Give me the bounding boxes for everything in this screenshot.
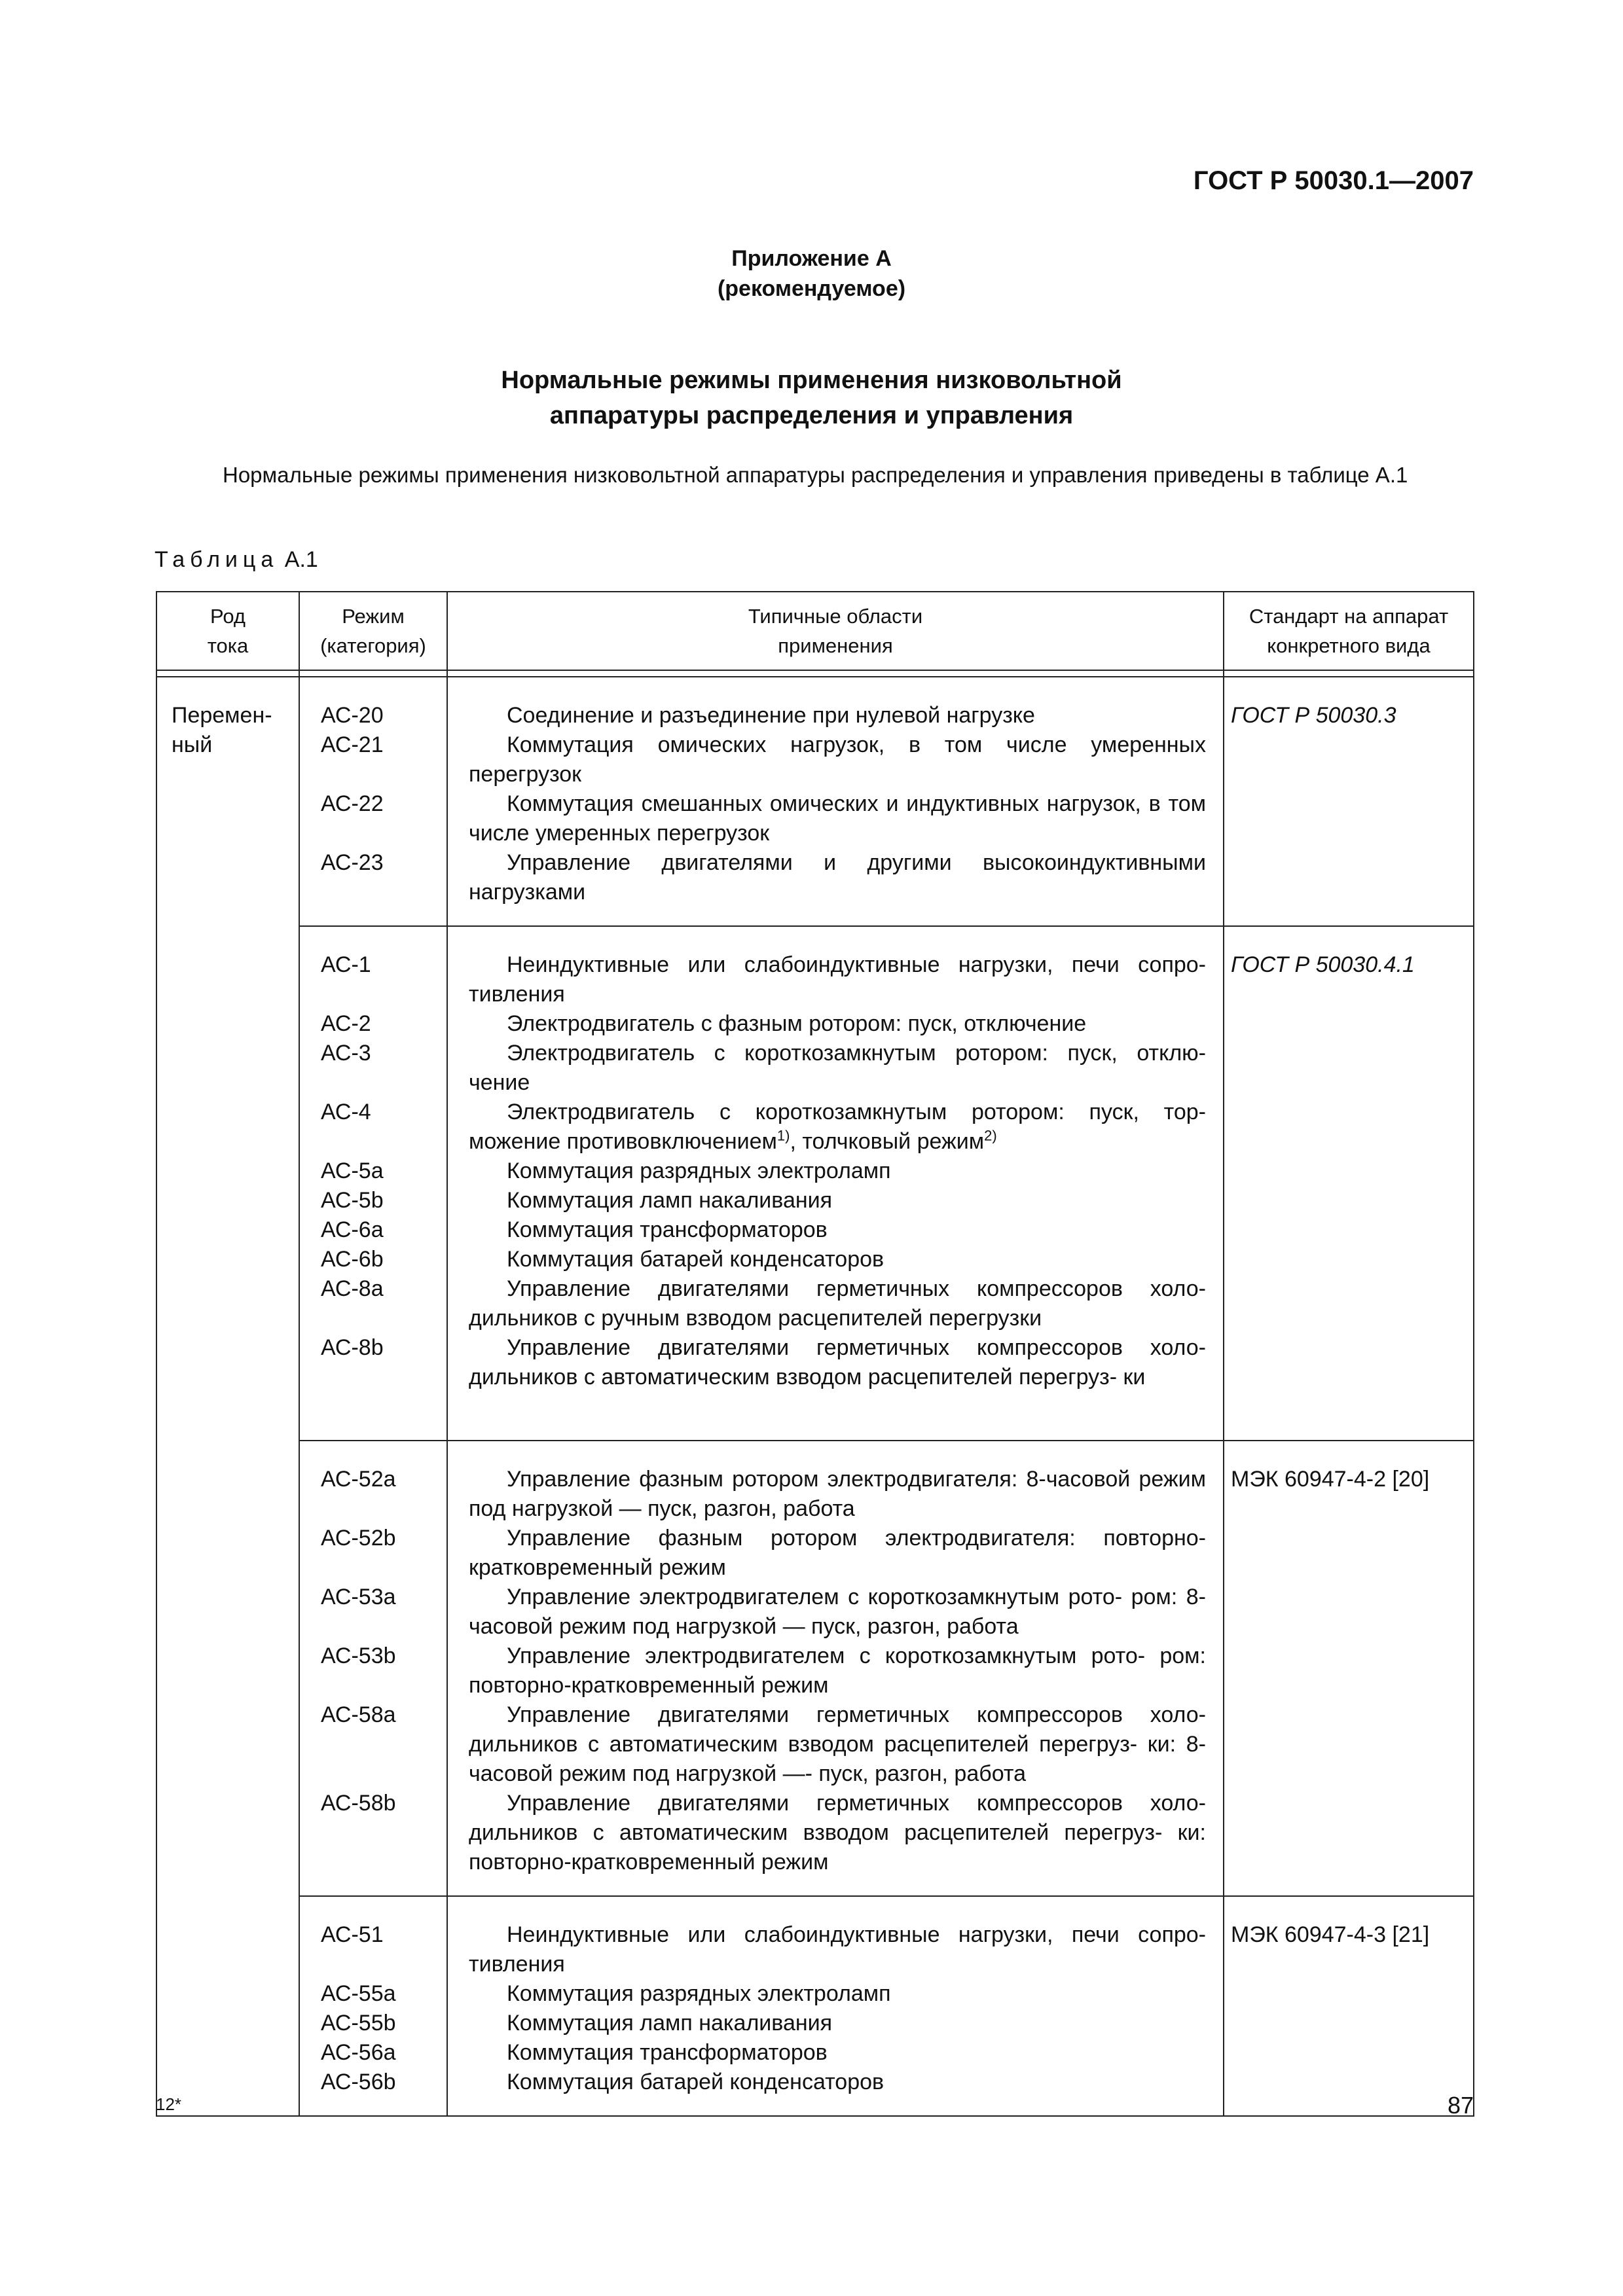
header-standard-line-2: конкретного вида	[1267, 634, 1431, 657]
mode-spacer	[321, 878, 447, 907]
mode-code: АС-8b	[321, 1335, 384, 1360]
current-type-line-1: Перемен-	[172, 703, 272, 728]
mode-spacer	[321, 980, 447, 1009]
area-text-line: Электродвигатель с фазным ротором: пуск, отключение	[507, 1011, 1087, 1036]
mode-spacer	[321, 1553, 447, 1583]
area-text-line: Коммутация батарей конденсаторов	[507, 2070, 884, 2094]
mode-code: АС-5b	[321, 1188, 384, 1213]
mode-spacer	[321, 1818, 447, 1848]
area-description	[469, 1215, 1206, 1245]
mode-cell	[299, 1896, 447, 2116]
mode-spacer	[321, 1671, 447, 1700]
header-mode-line-2: (категория)	[320, 634, 426, 657]
area-text-line: Управление электродвигателем с короткозамкнутым рото-	[507, 1643, 1146, 1668]
area-text-line: Коммутация ламп накаливания	[507, 1188, 833, 1213]
mode-code: АС-20	[321, 703, 384, 728]
standard-reference: МЭК 60947-4-2 [20]	[1231, 1467, 1430, 1492]
area-description	[469, 730, 1206, 789]
mode-spacer	[321, 1392, 447, 1422]
mode-code: АС-53b	[321, 1643, 396, 1668]
mode-code: АС-58а	[321, 1702, 396, 1727]
area-text-line: перегрузок	[469, 762, 582, 787]
table-row	[156, 677, 1474, 926]
mode-code: АС-8а	[321, 1276, 384, 1301]
area-text-line: дильников с автоматическим взводом расцепителей перегруз-	[469, 1820, 1163, 1845]
separator-cell	[299, 670, 447, 677]
header-current-type-line-2: тока	[207, 634, 249, 657]
area-description	[469, 1009, 1206, 1039]
area-text-line: в том числе умеренных перегрузок	[469, 791, 1207, 846]
mode-spacer	[321, 1950, 447, 1979]
header-area	[447, 592, 1224, 670]
area-text-line: Управление двигателями и другими высокоиндуктивными	[507, 850, 1206, 875]
mode-code: АС-3	[321, 1041, 371, 1066]
mode-code: АС-6b	[321, 1247, 384, 1272]
mode-spacer	[321, 1730, 447, 1759]
area-description	[469, 1700, 1206, 1789]
area-text-line: Электродвигатель с короткозамкнутым ротором: пуск, тор-	[507, 1100, 1206, 1124]
table-caption-word: Таблица	[155, 547, 279, 572]
section-title-line-2: аппаратуры распределения и управления	[549, 402, 1074, 429]
area-text-line: чение	[469, 1070, 530, 1095]
mode-code: АС-6а	[321, 1217, 384, 1242]
standard-reference: ГОСТ Р 50030.3	[1231, 703, 1396, 728]
header-area-line-2: применения	[778, 634, 893, 657]
area-description	[469, 1333, 1206, 1392]
area-description	[469, 2009, 1206, 2038]
area-text-line: Коммутация смешанных омических и индуктивных нагрузок,	[507, 791, 1141, 816]
area-text-line: тивления	[469, 982, 565, 1007]
header-separator	[156, 670, 1474, 677]
header-area-line-1: Типичные области	[748, 605, 923, 628]
header-current-type	[156, 592, 299, 670]
table-caption-number: А.1	[284, 547, 318, 572]
area-text-line: Управление двигателями герметичных компрессоров холо-	[507, 1276, 1206, 1301]
area-cell	[447, 1441, 1224, 1896]
mode-spacer	[321, 1612, 447, 1641]
mode-code: АС-21	[321, 732, 384, 757]
mode-code: АС-58b	[321, 1791, 396, 1816]
intro-paragraph: Нормальные режимы применения низковольтной аппаратуры распределения и управления приведены в таблице А.1	[223, 463, 1408, 487]
area-text-line: ром: повторно-кратковременный режим	[469, 1643, 1206, 1698]
header-mode-line-1: Режим	[342, 605, 405, 628]
table-caption	[155, 547, 318, 573]
area-text-line: ки	[1123, 1365, 1146, 1390]
area-description	[469, 2068, 1206, 2097]
table-row	[156, 926, 1474, 1441]
mode-spacer	[321, 1127, 447, 1157]
area-text-line: ки: 8-часовой режим под нагрузкой —- пуск, разгон, работа	[469, 1732, 1207, 1786]
header-current-type-line-1: Род	[210, 605, 246, 628]
area-text-line: нагрузками	[469, 880, 586, 905]
separator-cell	[447, 670, 1224, 677]
area-text-line: Управление двигателями герметичных компрессоров холо-	[507, 1702, 1206, 1727]
area-text-line: можение противовключением$^{1)}$, толчковый режим$^{2)}$	[469, 1127, 997, 1154]
mode-code: АС-52а	[321, 1467, 396, 1492]
area-text-line: Коммутация ламп накаливания	[507, 2011, 833, 2036]
area-text-line: дильников с ручным взводом расцепителей перегрузки	[469, 1306, 1042, 1331]
area-description	[469, 1920, 1206, 1979]
mode-code: АС-55а	[321, 1981, 396, 2006]
mode-spacer	[321, 1304, 447, 1333]
standard-reference: ГОСТ Р 50030.4.1	[1231, 952, 1415, 977]
area-text-line: Соединение и разъединение при нулевой нагрузке	[507, 703, 1035, 728]
table-row	[156, 1441, 1474, 1896]
mode-code: АС-56а	[321, 2040, 396, 2065]
area-text-line: дильников с автоматическим взводом расцепителей перегруз-	[469, 1365, 1118, 1390]
mode-spacer	[321, 1494, 447, 1524]
header-standard	[1224, 592, 1474, 670]
header-mode	[299, 592, 447, 670]
area-text-line: Электродвигатель с короткозамкнутым ротором: пуск, отклю-	[507, 1041, 1206, 1066]
current-type-cell	[156, 677, 299, 2116]
area-description	[469, 848, 1206, 907]
area-text-line: дильников с автоматическим взводом расцепителей перегруз-	[469, 1732, 1138, 1757]
mode-code: АС-23	[321, 850, 384, 875]
mode-cell	[299, 677, 447, 926]
mode-spacer	[321, 1848, 447, 1877]
section-title	[0, 363, 1623, 433]
area-text-line: Управление фазным ротором электродвигателя: 8-часовой	[507, 1467, 1131, 1492]
area-text-line: Управление электродвигателем с короткозамкнутым рото-	[507, 1585, 1123, 1609]
current-type-line-2: ный	[172, 732, 213, 757]
area-text-line: Коммутация омических нагрузок, в том числе умеренных	[507, 732, 1206, 757]
area-description	[469, 1245, 1206, 1274]
area-description	[469, 1641, 1206, 1700]
area-text-line: Коммутация трансформаторов	[507, 1217, 828, 1242]
section-title-line-1: Нормальные режимы применения низковольтной	[501, 367, 1122, 394]
area-cell	[447, 926, 1224, 1441]
standard-cell	[1224, 1896, 1474, 2116]
area-description	[469, 1789, 1206, 1877]
mode-cell	[299, 926, 447, 1441]
header-standard-line-1: Стандарт на аппарат	[1249, 605, 1449, 628]
area-cell	[447, 677, 1224, 926]
modes-table	[156, 591, 1474, 2117]
area-text-line: Управление двигателями герметичных компрессоров холо-	[507, 1335, 1206, 1360]
mode-code: АС-22	[321, 791, 384, 816]
area-description	[469, 1583, 1206, 1641]
table-body	[156, 677, 1474, 2116]
mode-code: АС-2	[321, 1011, 371, 1036]
standard-cell	[1224, 677, 1474, 926]
area-text-line: ки: повторно-кратковременный режим	[469, 1820, 1206, 1874]
mode-spacer	[321, 1363, 447, 1392]
area-text-line: Коммутация разрядных электроламп	[507, 1981, 891, 2006]
area-description	[469, 1524, 1206, 1583]
area-description	[469, 1979, 1206, 2009]
standard-reference: МЭК 60947-4-3 [21]	[1231, 1922, 1430, 1947]
area-cell	[447, 1896, 1224, 2116]
mode-spacer	[321, 760, 447, 789]
area-text-line: Коммутация батарей конденсаторов	[507, 1247, 884, 1272]
area-description	[469, 1465, 1206, 1524]
mode-code: АС-52b	[321, 1526, 396, 1551]
area-text-line: ром: 8-часовой режим под нагрузкой — пуск, разгон, работа	[469, 1585, 1206, 1639]
area-text-line: Неиндуктивные или слабоиндуктивные нагрузки, печи сопро-	[507, 952, 1206, 977]
area-text-line: Коммутация разрядных электроламп	[507, 1158, 891, 1183]
separator-cell	[1224, 670, 1474, 677]
mode-code: АС-4	[321, 1100, 371, 1124]
separator-cell	[156, 670, 299, 677]
mode-code: АС-56b	[321, 2070, 396, 2094]
area-text-line: режим под нагрузкой — пуск, разгон, работа	[469, 1467, 1206, 1521]
area-text-line: Управление фазным ротором электродвигателя: повторно-	[507, 1526, 1206, 1551]
area-description	[469, 1039, 1206, 1098]
standard-cell	[1224, 926, 1474, 1441]
mode-spacer	[321, 1759, 447, 1789]
area-description	[469, 1274, 1206, 1333]
mode-spacer	[321, 1068, 447, 1098]
area-text-line: тивления	[469, 1952, 565, 1977]
area-description	[469, 1098, 1206, 1157]
page-number: 87	[1447, 2092, 1474, 2119]
area-description	[469, 701, 1206, 730]
mode-code: АС-51	[321, 1922, 384, 1947]
area-text-line: кратковременный режим	[469, 1555, 726, 1580]
area-description	[469, 1157, 1206, 1186]
area-description	[469, 2038, 1206, 2068]
document-code: ГОСТ Р 50030.1—2007	[1193, 166, 1474, 195]
appendix-label: Приложение А	[731, 246, 892, 271]
standard-cell	[1224, 1441, 1474, 1896]
area-text-line: Управление двигателями герметичных компрессоров холо-	[507, 1791, 1206, 1816]
table-header-row	[156, 592, 1474, 670]
mode-spacer	[321, 819, 447, 848]
appendix-status: (рекомендуемое)	[717, 276, 906, 301]
mode-code: АС-53а	[321, 1585, 396, 1609]
area-description	[469, 950, 1206, 1009]
mode-code: АС-5а	[321, 1158, 384, 1183]
area-text-line: Неиндуктивные или слабоиндуктивные нагрузки, печи сопро-	[507, 1922, 1206, 1947]
area-text-line: Коммутация трансформаторов	[507, 2040, 828, 2065]
mode-code: АС-1	[321, 952, 371, 977]
mode-cell	[299, 1441, 447, 1896]
appendix-heading	[0, 243, 1623, 304]
table-row	[156, 1896, 1474, 2116]
area-description	[469, 1186, 1206, 1215]
area-description	[469, 789, 1206, 848]
footer-sheet-mark: 12*	[156, 2094, 182, 2114]
mode-code: АС-55b	[321, 2011, 396, 2036]
